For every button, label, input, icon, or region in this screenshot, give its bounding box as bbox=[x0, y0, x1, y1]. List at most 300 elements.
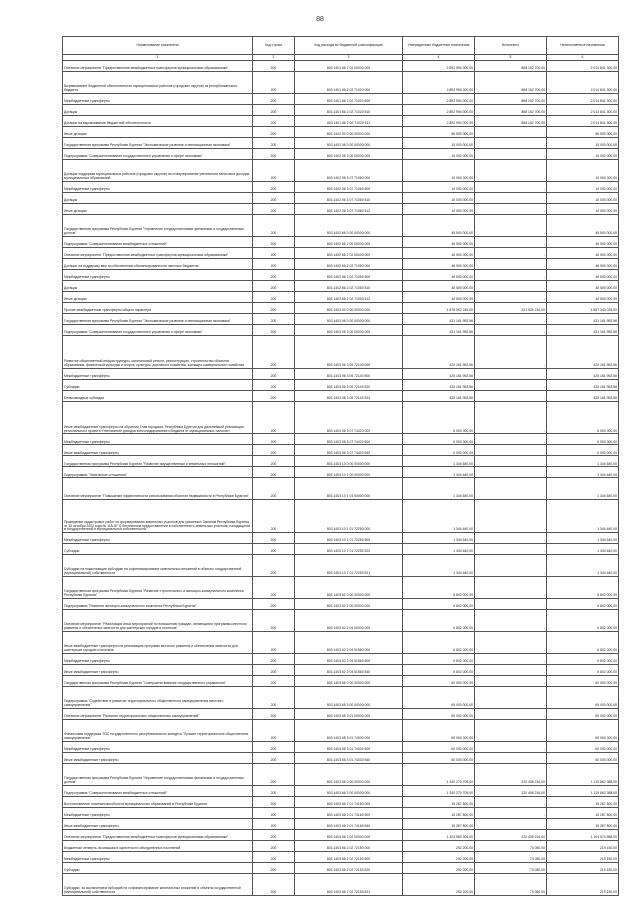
row-approved: 1 344 640,00 bbox=[403, 555, 475, 577]
row-approved: 1 340 270 709,00 bbox=[403, 764, 475, 786]
row-name: Межбюджетные трансферты bbox=[63, 269, 253, 280]
row-remaining: 6 000 000,00 bbox=[547, 434, 619, 445]
row-approved: 15 287 800,00 bbox=[403, 818, 475, 829]
row-executed: 73 050,00 bbox=[475, 851, 547, 862]
table-row bbox=[63, 390, 619, 401]
table-row bbox=[63, 302, 619, 313]
row-name: Иные межбюджетные трансферты bbox=[63, 818, 253, 829]
row-executed: - bbox=[475, 214, 547, 236]
row-executed: 221 609 216,00 bbox=[475, 302, 547, 313]
row-executed: 73 050,00 bbox=[475, 873, 547, 895]
row-approved: 56 500 000,00 bbox=[403, 126, 475, 137]
row-kbk: 803 1403 06 3 05 72140 520 bbox=[295, 379, 403, 390]
table-row bbox=[63, 159, 619, 181]
row-remaining: 10 000 000,00 bbox=[547, 181, 619, 192]
row-executed: - bbox=[475, 544, 547, 555]
row-remaining: 46 500 000,00 bbox=[547, 258, 619, 269]
row-line-code: 200 bbox=[253, 467, 295, 478]
row-kbk: 803 1403 66 2 02 72150 520 bbox=[295, 862, 403, 873]
row-approved: 292 200,00 bbox=[403, 851, 475, 862]
row-name: Основное мероприятие "Предоставление межбюджетных трансфертов муниципальным образованиям" bbox=[63, 829, 253, 840]
table-row bbox=[63, 753, 619, 764]
row-remaining: 10 000 000,00 bbox=[547, 203, 619, 214]
row-line-code: 200 bbox=[253, 247, 295, 258]
row-approved: 425 161 952,56 bbox=[403, 379, 475, 390]
table-row bbox=[63, 665, 619, 676]
row-executed: 73 050,00 bbox=[475, 840, 547, 851]
table-row bbox=[63, 742, 619, 753]
row-executed: - bbox=[475, 368, 547, 379]
row-kbk: 803 1403 06 3 07 74420 540 bbox=[295, 445, 403, 456]
row-name: Межбюджетные трансферты bbox=[63, 654, 253, 665]
row-name: Подпрограмма "Земельные отношения" bbox=[63, 467, 253, 478]
row-remaining: 431 161 952,56 bbox=[547, 313, 619, 324]
row-kbk: 803 1401 66 2 02 71020 510 bbox=[295, 104, 403, 115]
row-remaining: 60 000 000,00 bbox=[547, 687, 619, 709]
row-executed: - bbox=[475, 676, 547, 687]
row-line-code: 200 bbox=[253, 126, 295, 137]
row-executed: - bbox=[475, 610, 547, 632]
row-name: Иные межбюджетные трансферты на обучение Глав городских Республики Бурятия для дальнейшей реализации регионального проекта «Увеличение доходов консолидированного бюджета от муниципальных налогов» bbox=[63, 401, 253, 434]
table-row bbox=[63, 478, 619, 500]
table-row bbox=[63, 577, 619, 599]
row-approved: 1 878 952 245,00 bbox=[403, 302, 475, 313]
row-line-code: 200 bbox=[253, 840, 295, 851]
table-row bbox=[63, 555, 619, 577]
row-approved: 6 802 000,00 bbox=[403, 632, 475, 654]
row-kbk: 803 1403 65 3 01 74030 000 bbox=[295, 720, 403, 742]
row-line-code: 200 bbox=[253, 709, 295, 720]
row-line-code: 200 bbox=[253, 873, 295, 895]
row-remaining: 1 344 640,00 bbox=[547, 456, 619, 467]
row-executed: - bbox=[475, 687, 547, 709]
row-remaining: 46 500 000,00 bbox=[547, 280, 619, 291]
column-number: 5 bbox=[475, 55, 547, 61]
row-kbk: 803 1403 10 1 01 72250 500 bbox=[295, 533, 403, 544]
row-approved: 6 802 000,00 bbox=[403, 654, 475, 665]
row-line-code: 200 bbox=[253, 390, 295, 401]
table-row bbox=[63, 148, 619, 159]
row-remaining: 1 344 640,00 bbox=[547, 467, 619, 478]
row-executed: 868 152 700,00 bbox=[475, 115, 547, 126]
row-line-code: 200 bbox=[253, 148, 295, 159]
table-row bbox=[63, 137, 619, 148]
row-executed: - bbox=[475, 818, 547, 829]
row-kbk: 803 1402 06 0 00 00000 000 bbox=[295, 137, 403, 148]
row-executed: - bbox=[475, 742, 547, 753]
row-kbk: 803 1403 66 2 00 00000 000 bbox=[295, 785, 403, 796]
row-line-code: 200 bbox=[253, 555, 295, 577]
row-executed: - bbox=[475, 709, 547, 720]
row-name: Государственная программа Республики Бурятия "Экономическое развитие и инновационная экономика" bbox=[63, 313, 253, 324]
table-row bbox=[63, 192, 619, 203]
row-remaining: 15 287 800,00 bbox=[547, 796, 619, 807]
row-kbk: 803 1403 66 2 01 74160 500 bbox=[295, 807, 403, 818]
row-line-code: 200 bbox=[253, 654, 295, 665]
row-remaining: 60 000 000,00 bbox=[547, 676, 619, 687]
row-name: Дотации на поддержку мер по обеспечению сбалансированности местных бюджетов bbox=[63, 258, 253, 269]
column-number: 2 bbox=[253, 55, 295, 61]
row-executed: - bbox=[475, 445, 547, 456]
row-remaining: 56 500 000,00 bbox=[547, 126, 619, 137]
table-row bbox=[63, 104, 619, 115]
row-kbk: 803 1403 65 3 01 74030 500 bbox=[295, 742, 403, 753]
row-kbk: 803 1403 66 2 02 72150 521 bbox=[295, 873, 403, 895]
row-kbk: 803 1403 66 2 01 74160 540 bbox=[295, 818, 403, 829]
table-row bbox=[63, 313, 619, 324]
row-line-code: 200 bbox=[253, 478, 295, 500]
row-line-code: 200 bbox=[253, 720, 295, 742]
row-approved: 2 892 994 000,00 bbox=[403, 71, 475, 93]
row-line-code: 200 bbox=[253, 500, 295, 533]
table-row bbox=[63, 379, 619, 390]
row-name: Государственная программа Республики Бурятия "Экономическое развитие и инновационная экономика" bbox=[63, 137, 253, 148]
row-remaining: 425 161 952,56 bbox=[547, 335, 619, 368]
row-approved: 1 344 640,00 bbox=[403, 467, 475, 478]
row-line-code: 200 bbox=[253, 181, 295, 192]
row-approved: 10 000 000,00 bbox=[403, 203, 475, 214]
row-line-code: 200 bbox=[253, 796, 295, 807]
row-remaining: 2 014 841 300,00 bbox=[547, 61, 619, 72]
row-line-code: 200 bbox=[253, 302, 295, 313]
row-approved: 60 000 000,00 bbox=[403, 753, 475, 764]
row-line-code: 200 bbox=[253, 379, 295, 390]
row-approved: 10 000 000,00 bbox=[403, 159, 475, 181]
row-approved: 6 802 000,00 bbox=[403, 610, 475, 632]
row-line-code: 200 bbox=[253, 214, 295, 236]
row-kbk: 803 1403 66 0 00 00000 000 bbox=[295, 764, 403, 786]
row-line-code: 200 bbox=[253, 258, 295, 269]
row-name: Субсидии bbox=[63, 379, 253, 390]
table-row bbox=[63, 544, 619, 555]
row-name: Иные межбюджетные трансферты на реализацию программ местного развития и обеспечения занятости для шахтерских городов и поселков bbox=[63, 632, 253, 654]
row-executed: - bbox=[475, 192, 547, 203]
row-remaining: 46 500 000,00 bbox=[547, 236, 619, 247]
row-remaining: 10 000 000,00 bbox=[547, 137, 619, 148]
table-row bbox=[63, 269, 619, 280]
row-approved: 1 344 640,00 bbox=[403, 500, 475, 533]
row-name: Бюджетная четверть, возникшая в окрестности объединенных поселений bbox=[63, 840, 253, 851]
row-line-code: 200 bbox=[253, 533, 295, 544]
row-executed: - bbox=[475, 632, 547, 654]
row-line-code: 200 bbox=[253, 280, 295, 291]
table-row bbox=[63, 676, 619, 687]
row-remaining: 15 287 800,00 bbox=[547, 818, 619, 829]
row-name: Межбюджетные трансферты bbox=[63, 851, 253, 862]
row-name: Субсидии bbox=[63, 862, 253, 873]
row-remaining: 6 802 000,00 bbox=[547, 654, 619, 665]
row-name: Межбюджетные трансферты bbox=[63, 533, 253, 544]
row-remaining: 425 161 952,56 bbox=[547, 379, 619, 390]
row-approved: 1 344 640,00 bbox=[403, 544, 475, 555]
row-kbk: 803 1402 66 2 02 71050 500 bbox=[295, 269, 403, 280]
row-name: Основное мероприятие "Повышение эффективности использования объектов недвижимости в Республике Бурятия" bbox=[63, 478, 253, 500]
row-remaining: 219 150,00 bbox=[547, 862, 619, 873]
row-executed: - bbox=[475, 796, 547, 807]
row-kbk: 803 1403 62 2 04 51560 500 bbox=[295, 654, 403, 665]
table-row bbox=[63, 115, 619, 126]
table-row bbox=[63, 818, 619, 829]
row-name: Иные дотации bbox=[63, 203, 253, 214]
row-kbk: 803 1403 10 1 01 72250 520 bbox=[295, 544, 403, 555]
row-executed: - bbox=[475, 203, 547, 214]
row-line-code: 200 bbox=[253, 203, 295, 214]
row-kbk: 803 1403 00 0 00 00000 000 bbox=[295, 302, 403, 313]
column-number: 6 bbox=[547, 55, 619, 61]
row-line-code: 200 bbox=[253, 599, 295, 610]
row-name: Прочие межбюджетные трансферты общего характера bbox=[63, 302, 253, 313]
row-kbk: 803 1403 10 1 01 00000 000 bbox=[295, 478, 403, 500]
row-executed: - bbox=[475, 335, 547, 368]
row-name: Основное мероприятие "Предоставление межбюджетных трансфертов муниципальным образованиям" bbox=[63, 61, 253, 72]
table-row bbox=[63, 236, 619, 247]
table-header-row bbox=[63, 37, 619, 55]
row-executed: - bbox=[475, 500, 547, 533]
row-kbk: 803 1402 66 2 00 00000 000 bbox=[295, 236, 403, 247]
table-row bbox=[63, 434, 619, 445]
row-approved: 60 000 000,00 bbox=[403, 720, 475, 742]
row-executed: 868 152 700,00 bbox=[475, 61, 547, 72]
row-executed: - bbox=[475, 807, 547, 818]
row-name: Межбюджетные трансферты bbox=[63, 742, 253, 753]
table-row bbox=[63, 203, 619, 214]
row-kbk: 803 1403 06 0 00 00000 000 bbox=[295, 313, 403, 324]
row-remaining: 1 657 343 029,00 bbox=[547, 302, 619, 313]
row-executed: - bbox=[475, 181, 547, 192]
row-remaining: 46 500 000,00 bbox=[547, 269, 619, 280]
row-approved: 1 344 640,00 bbox=[403, 533, 475, 544]
row-approved: 2 892 994 000,00 bbox=[403, 104, 475, 115]
row-executed: - bbox=[475, 555, 547, 577]
table-row bbox=[63, 258, 619, 269]
table-row bbox=[63, 709, 619, 720]
row-remaining: 6 802 000,00 bbox=[547, 632, 619, 654]
row-name: Государственная программа Республики Бурятия "Управление государственными финансами и государственным долгом" bbox=[63, 214, 253, 236]
row-remaining: 6 000 000,00 bbox=[547, 445, 619, 456]
table-row bbox=[63, 93, 619, 104]
row-line-code: 200 bbox=[253, 434, 295, 445]
row-remaining: 60 000 000,00 bbox=[547, 709, 619, 720]
row-executed: 868 152 700,00 bbox=[475, 104, 547, 115]
row-line-code: 200 bbox=[253, 818, 295, 829]
row-line-code: 200 bbox=[253, 71, 295, 93]
row-kbk: 803 1403 06 3 05 72140 000 bbox=[295, 335, 403, 368]
row-kbk: 803 1402 06 3 07 71060 512 bbox=[295, 203, 403, 214]
row-executed: - bbox=[475, 148, 547, 159]
row-executed: 220 408 216,00 bbox=[475, 829, 547, 840]
row-approved: 6 802 000,00 bbox=[403, 599, 475, 610]
row-remaining: 1 344 640,00 bbox=[547, 544, 619, 555]
row-name: Межбюджетные трансферты bbox=[63, 93, 253, 104]
row-approved: 425 161 952,56 bbox=[403, 335, 475, 368]
row-approved: 6 000 000,00 bbox=[403, 434, 475, 445]
row-approved: 2 892 994 000,00 bbox=[403, 93, 475, 104]
row-remaining: 10 000 000,00 bbox=[547, 148, 619, 159]
row-name: Дотации на выравнивание бюджетной обеспеченности bbox=[63, 115, 253, 126]
row-kbk: 803 1402 66 0 00 00000 000 bbox=[295, 214, 403, 236]
row-approved: 46 500 000,00 bbox=[403, 247, 475, 258]
row-name: Государственная программа Республики Бурятия "Совершенствование государственного управления" bbox=[63, 676, 253, 687]
row-executed: - bbox=[475, 137, 547, 148]
row-name: Иные межбюджетные трансферты bbox=[63, 445, 253, 456]
row-line-code: 200 bbox=[253, 544, 295, 555]
table-row bbox=[63, 533, 619, 544]
row-kbk: 803 1403 66 2 02 72150 500 bbox=[295, 851, 403, 862]
row-executed: - bbox=[475, 456, 547, 467]
row-executed: - bbox=[475, 467, 547, 478]
row-name: Безвозмездные субсидии bbox=[63, 390, 253, 401]
row-line-code: 200 bbox=[253, 401, 295, 434]
row-executed: 868 152 700,00 bbox=[475, 93, 547, 104]
row-remaining: 1 344 640,00 bbox=[547, 533, 619, 544]
row-kbk: 803 1402 06 3 07 71060 000 bbox=[295, 159, 403, 181]
row-name: Межбюджетные трансферты bbox=[63, 434, 253, 445]
row-remaining: 10 000 000,00 bbox=[547, 159, 619, 181]
row-remaining: 60 000 000,00 bbox=[547, 753, 619, 764]
row-executed: - bbox=[475, 478, 547, 500]
row-name: Дотации bbox=[63, 192, 253, 203]
budget-execution-table bbox=[62, 36, 619, 896]
row-kbk: 803 1403 66 2 02 00000 000 bbox=[295, 829, 403, 840]
row-kbk: 803 1402 00 0 00 00000 000 bbox=[295, 126, 403, 137]
row-line-code: 200 bbox=[253, 577, 295, 599]
row-name: Восстановление платежеспособности муниципальных образований в Республике Бурятия bbox=[63, 796, 253, 807]
row-approved: 6 802 000,00 bbox=[403, 665, 475, 676]
table-row bbox=[63, 181, 619, 192]
table-row bbox=[63, 599, 619, 610]
row-executed: - bbox=[475, 159, 547, 181]
row-name: Иные межбюджетные трансферты bbox=[63, 753, 253, 764]
row-executed: - bbox=[475, 379, 547, 390]
table-row bbox=[63, 324, 619, 335]
row-kbk: 803 1402 66 2 02 71050 510 bbox=[295, 280, 403, 291]
row-kbk: 803 1402 06 3 07 71060 500 bbox=[295, 181, 403, 192]
row-name: Подпрограмма "Развитие жилищно-коммунального комплекса Республики Бурятия" bbox=[63, 599, 253, 610]
row-approved: 1 344 640,00 bbox=[403, 456, 475, 467]
row-line-code: 200 bbox=[253, 807, 295, 818]
row-remaining: 219 150,00 bbox=[547, 873, 619, 895]
row-remaining: 10 000 000,00 bbox=[547, 192, 619, 203]
row-executed: - bbox=[475, 665, 547, 676]
row-approved: 1 344 640,00 bbox=[403, 478, 475, 500]
row-line-code: 200 bbox=[253, 742, 295, 753]
row-name: Выравнивание бюджетной обеспеченности муниципальных районов (городских округов) из республиканского бюджета bbox=[63, 71, 253, 93]
row-kbk: 803 1402 06 3 07 71060 510 bbox=[295, 192, 403, 203]
row-kbk: 803 1403 65 3 01 00000 000 bbox=[295, 709, 403, 720]
row-remaining: 2 014 841 300,00 bbox=[547, 93, 619, 104]
row-name: Государственная программа Республики Бурятия "Развитие строительного и жилищно-коммунального комплекса Республики Бурятия" bbox=[63, 577, 253, 599]
row-name: Иные межбюджетные трансферты bbox=[63, 665, 253, 676]
row-name: Подпрограмма "Содействие в развитии территориального общественного самоуправления местного самоуправления" bbox=[63, 687, 253, 709]
row-line-code: 200 bbox=[253, 324, 295, 335]
row-remaining: 1 104 574 588,00 bbox=[547, 829, 619, 840]
row-approved: 6 000 000,00 bbox=[403, 401, 475, 434]
row-approved: 1 340 270 709,00 bbox=[403, 785, 475, 796]
row-remaining: 219 150,00 bbox=[547, 851, 619, 862]
row-kbk: 803 1403 65 3 00 00000 000 bbox=[295, 687, 403, 709]
row-approved: 425 161 952,56 bbox=[403, 390, 475, 401]
row-approved: 431 161 952,56 bbox=[403, 324, 475, 335]
table-row bbox=[63, 368, 619, 379]
row-remaining: 2 014 841 300,00 bbox=[547, 104, 619, 115]
table-row bbox=[63, 610, 619, 632]
row-approved: 46 500 000,00 bbox=[403, 214, 475, 236]
row-name: Субсидии, за исключением субсидий на софинансирование капитальных вложений в объекты государственной (муниципальной) собственности bbox=[63, 873, 253, 895]
column-number: 1 bbox=[63, 55, 253, 61]
row-line-code: 200 bbox=[253, 445, 295, 456]
row-executed: - bbox=[475, 258, 547, 269]
row-line-code: 200 bbox=[253, 862, 295, 873]
row-executed: - bbox=[475, 324, 547, 335]
row-kbk: 803 1402 06 3 00 00000 000 bbox=[295, 148, 403, 159]
row-remaining: 2 014 841 300,00 bbox=[547, 71, 619, 93]
row-kbk: 803 1403 62 2 04 00000 000 bbox=[295, 610, 403, 632]
row-executed: - bbox=[475, 401, 547, 434]
row-kbk: 803 1403 06 3 00 00000 000 bbox=[295, 324, 403, 335]
header-kbk: Код расхода по бюджетной классификации bbox=[295, 37, 403, 55]
row-remaining: 6 802 000,00 bbox=[547, 599, 619, 610]
row-kbk: 803 1403 06 3 05 72140 500 bbox=[295, 368, 403, 379]
table-row bbox=[63, 291, 619, 302]
table-row bbox=[63, 862, 619, 873]
row-line-code: 200 bbox=[253, 192, 295, 203]
row-name: Проведение кадастровых работ по формированию земельных участков для указанных Законом Республики Бурятия от 16 октября 2002 года № 115-III "О бесплатном предоставлении в собственность земельных участков, находящихся в государственной и муниципальной собственности" bbox=[63, 500, 253, 533]
row-executed: - bbox=[475, 753, 547, 764]
table-row bbox=[63, 720, 619, 742]
row-approved: 431 161 952,56 bbox=[403, 313, 475, 324]
row-name: Основное мероприятие "Реализация иных мероприятий по повышению граждан, являющихся программы местного развития и обеспечения занятости для шахтерских городов и поселков" bbox=[63, 610, 253, 632]
row-remaining: 46 500 000,00 bbox=[547, 247, 619, 258]
row-executed: - bbox=[475, 390, 547, 401]
row-remaining: 6 802 000,00 bbox=[547, 610, 619, 632]
row-approved: 15 287 800,00 bbox=[403, 807, 475, 818]
row-executed: - bbox=[475, 247, 547, 258]
row-executed: - bbox=[475, 313, 547, 324]
row-approved: 292 200,00 bbox=[403, 862, 475, 873]
row-remaining: 6 000 000,00 bbox=[547, 401, 619, 434]
row-name: Подпрограмма "Совершенствование государственного управления в сфере экономики" bbox=[63, 148, 253, 159]
table-row bbox=[63, 785, 619, 796]
row-kbk: 803 1402 66 2 02 00000 000 bbox=[295, 247, 403, 258]
row-remaining: 425 161 952,56 bbox=[547, 390, 619, 401]
row-name: Дотации bbox=[63, 104, 253, 115]
row-remaining: 425 161 952,56 bbox=[547, 368, 619, 379]
row-executed: - bbox=[475, 654, 547, 665]
row-line-code: 200 bbox=[253, 851, 295, 862]
header-remaining: Неисполненные назначения bbox=[547, 37, 619, 55]
row-name: Основное мероприятие "Предоставление межбюджетных трансфертов муниципальным образованиям" bbox=[63, 247, 253, 258]
row-approved: 60 000 000,00 bbox=[403, 676, 475, 687]
row-name: Развитие общественной инфраструктуры, капитальный ремонт, реконструкция, строительство объектов образования, физической культуры и спорта, культуры, дорожного хозяйства, жилищно-коммунального хозяйства bbox=[63, 335, 253, 368]
row-remaining: 219 150,00 bbox=[547, 840, 619, 851]
row-line-code: 200 bbox=[253, 313, 295, 324]
row-name: Межбюджетные трансферты bbox=[63, 368, 253, 379]
row-line-code: 200 bbox=[253, 115, 295, 126]
row-kbk: 803 1401 66 2 02 71020 511 bbox=[295, 115, 403, 126]
row-approved: 46 500 000,00 bbox=[403, 280, 475, 291]
header-approved: Утвержденные бюджетные назначения bbox=[403, 37, 475, 55]
row-kbk: 803 1403 65 3 01 74030 540 bbox=[295, 753, 403, 764]
row-line-code: 200 bbox=[253, 665, 295, 676]
row-approved: 6 802 000,00 bbox=[403, 577, 475, 599]
row-kbk: 803 1403 06 3 07 74420 500 bbox=[295, 434, 403, 445]
table-body bbox=[63, 61, 619, 896]
row-name: Иные дотации bbox=[63, 291, 253, 302]
row-remaining: 431 161 952,56 bbox=[547, 324, 619, 335]
row-approved: 46 500 000,00 bbox=[403, 236, 475, 247]
row-line-code: 200 bbox=[253, 829, 295, 840]
row-kbk: 803 1401 66 2 02 00000 000 bbox=[295, 61, 403, 72]
